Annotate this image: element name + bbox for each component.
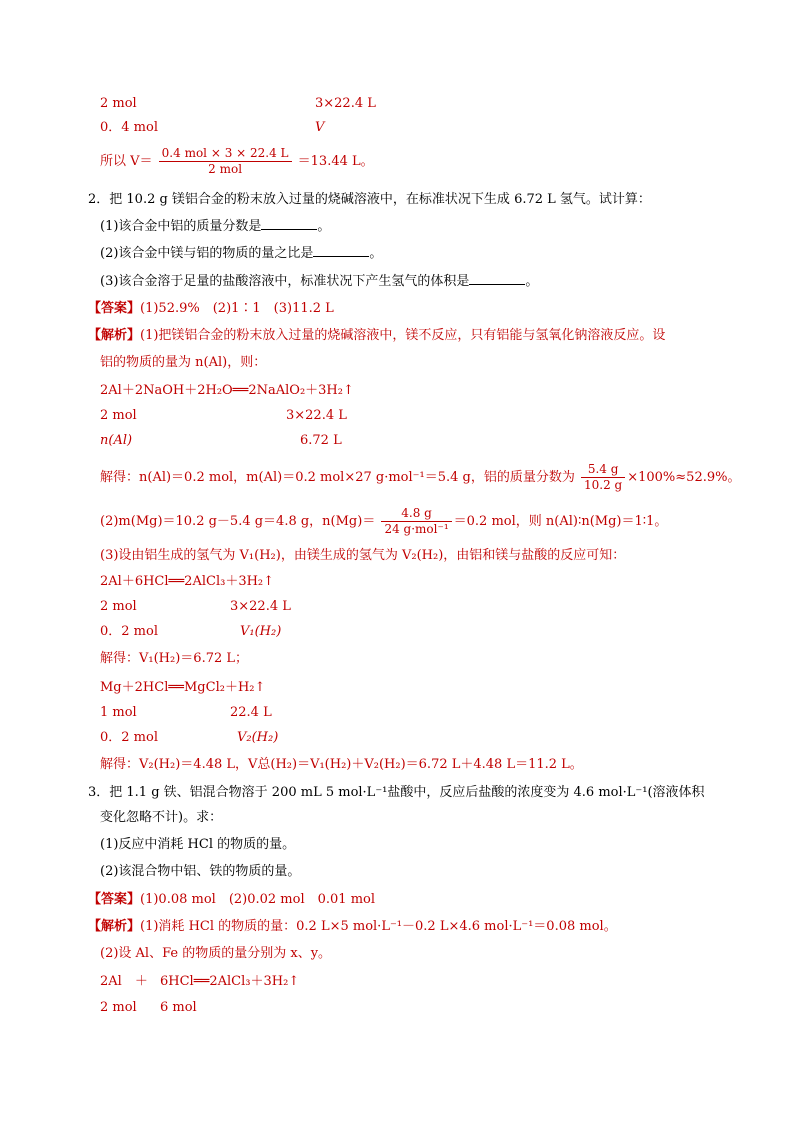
top-row1 [100,94,376,114]
top-result-suffix: ＝13.44 L。 [297,154,374,169]
q3-eq-row1-right: 6 mol [160,1000,197,1015]
q2-analysis-tag: 【解析】 [88,328,141,343]
q2-sub1-text: (1)该合金中铝的质量分数是 [100,219,262,234]
q3-answer-text: (1)0.08 mol (2)0.02 mol 0.01 mol [140,892,376,907]
q2-answer-text: (1)52.9% (2)1∶1 (3)11.2 L [140,301,334,316]
q2-eq2-row2 [100,622,282,642]
q3-sub2: (2)该混合物中铝、铁的物质的量。 [100,864,301,879]
q2-eq1-row1-right: 3×22.4 L [286,408,347,423]
q2-solve1-denominator: 10.2 g [584,478,623,492]
q3-eq-row1-left: 2 mol [100,1000,137,1015]
q3-stem-a: 3．把 1.1 g 铁、铝混合物溶于 200 mL 5 mol·L⁻¹盐酸中，反应后盐酸的浓度变为 4.6 mol·L⁻¹(溶液体积 [88,785,705,800]
q2-part2-text: (2)m(Mg)＝10.2 g－5.4 g＝4.8 g，n(Mg)＝ [100,514,376,529]
q2-sub2-blank [313,244,369,257]
q2-eq1-row1 [100,406,347,426]
q3-stem-b: 变化忽略不计)。求： [100,810,223,825]
q3-analysis-1 [88,917,617,937]
q2-sub3-blank [469,272,525,285]
q2-eq1-row2 [100,431,342,451]
q3-answer [88,890,375,910]
q2-eq1-row2-right: 6.72 L [300,433,342,448]
q2-part2 [100,506,667,537]
q2-part2-fraction [381,506,451,537]
top-row1-left: 2 mol [100,96,137,111]
q2-sub3-period: 。 [525,274,539,289]
q2-eq3-row1-left: 1 mol [100,705,137,720]
q2-answer [88,299,334,319]
top-result-numerator: 0.4 mol × 3 × 22.4 L [159,146,292,162]
q2-eq3-row2-left: 0．2 mol [100,730,158,745]
q2-analysis-1b: 铝的物质的量为 n(Al)，则： [100,355,267,370]
q3-eq-row1 [100,998,197,1018]
top-result-prefix: 所以 V＝ [100,154,153,169]
q2-sub2 [100,244,382,264]
q2-eq3-row2 [100,728,279,748]
q2-answer-tag: 【答案】 [88,301,141,316]
q3-answer-tag: 【答案】 [88,892,141,907]
q2-eq3: Mg＋2HCl══MgCl₂＋H₂↑ [100,680,266,695]
top-row1-right: 3×22.4 L [315,96,376,111]
q2-solve2: 解得：V₁(H₂)＝6.72 L； [100,651,249,666]
q2-eq1-row2-left: n(Al) [100,433,133,448]
top-row2 [100,118,325,138]
q2-part2-suffix: ＝0.2 mol，则 n(Al)∶n(Mg)＝1∶1。 [453,514,668,529]
q2-eq1: 2Al＋2NaOH＋2H₂O══2NaAlO₂＋3H₂↑ [100,383,354,398]
q2-eq3-row1-right: 22.4 L [230,705,272,720]
q2-sub3 [100,272,538,292]
q2-analysis-1a-text: (1)把镁铝合金的粉末放入过量的烧碱溶液中，镁不反应，只有铝能与氢氧化钠溶液反应。设 [140,328,666,343]
top-result-denominator: 2 mol [208,162,243,176]
q3-analysis-1-text: (1)消耗 HCl 的物质的量：0.2 L×5 mol·L⁻¹－0.2 L×4.6 mol·L⁻¹＝0.08 mol。 [140,919,617,934]
q2-solve1-suffix: ×100%≈52.9%。 [627,470,741,485]
q2-part2-denominator: 24 g·mol⁻¹ [384,522,449,536]
q2-solve1 [100,462,740,493]
top-row2-left: 0．4 mol [100,120,158,135]
q2-sub1-period: 。 [317,219,331,234]
top-result [100,146,374,177]
q3-eq-left: 2Al ＋ [100,974,148,989]
q2-sub3-text: (3)该合金溶于足量的盐酸溶液中，标准状况下产生氢气的体积是 [100,274,470,289]
q3-eq [100,972,300,992]
q3-analysis-2: (2)设 Al、Fe 的物质的量分别为 x、y。 [100,946,332,961]
q2-eq2-row2-right: V₁(H₂) [240,624,282,639]
q2-eq2-row1-right: 3×22.4 L [230,599,291,614]
q2-eq3-row2-right: V₂(H₂) [237,730,279,745]
q2-eq2-row2-left: 0．2 mol [100,624,158,639]
q2-sub1 [100,217,330,237]
q3-eq-right: 6HCl══2AlCl₃＋3H₂↑ [160,974,300,989]
q2-eq2-row1 [100,597,291,617]
q2-analysis-1a [88,326,665,346]
q2-solve1-text: 解得：n(Al)＝0.2 mol，m(Al)＝0.2 mol×27 g·mol⁻¹＝5.4 g，铝的质量分数为 [100,470,575,485]
top-row2-right: V [315,120,325,135]
top-result-fraction [159,146,292,177]
q2-sub2-period: 。 [369,246,383,261]
q2-eq3-row1 [100,703,272,723]
q2-solve1-fraction [581,462,625,493]
q2-eq2: 2Al＋6HCl══2AlCl₃＋3H₂↑ [100,574,275,589]
q2-solve1-numerator: 5.4 g [581,462,625,478]
q2-sub2-text: (2)该合金中镁与铝的物质的量之比是 [100,246,314,261]
q3-analysis-tag: 【解析】 [88,919,141,934]
q2-sub1-blank [261,217,317,230]
q3-sub1: (1)反应中消耗 HCl 的物质的量。 [100,837,296,852]
q2-part2-numerator: 4.8 g [381,506,451,522]
q2-solve3: 解得：V₂(H₂)＝4.48 L，V总(H₂)＝V₁(H₂)＋V₂(H₂)＝6.72 L＋4.48 L＝11.2 L。 [100,757,583,772]
q2-part3: (3)设由铝生成的氢气为 V₁(H₂)，由镁生成的氢气为 V₂(H₂)，由铝和镁与盐酸的反应可知： [100,548,626,563]
q2-eq2-row1-left: 2 mol [100,599,137,614]
q2-stem: 2．把 10.2 g 镁铝合金的粉末放入过量的烧碱溶液中，在标准状况下生成 6.72 L 氢气。试计算： [88,192,651,207]
q2-eq1-row1-left: 2 mol [100,408,137,423]
